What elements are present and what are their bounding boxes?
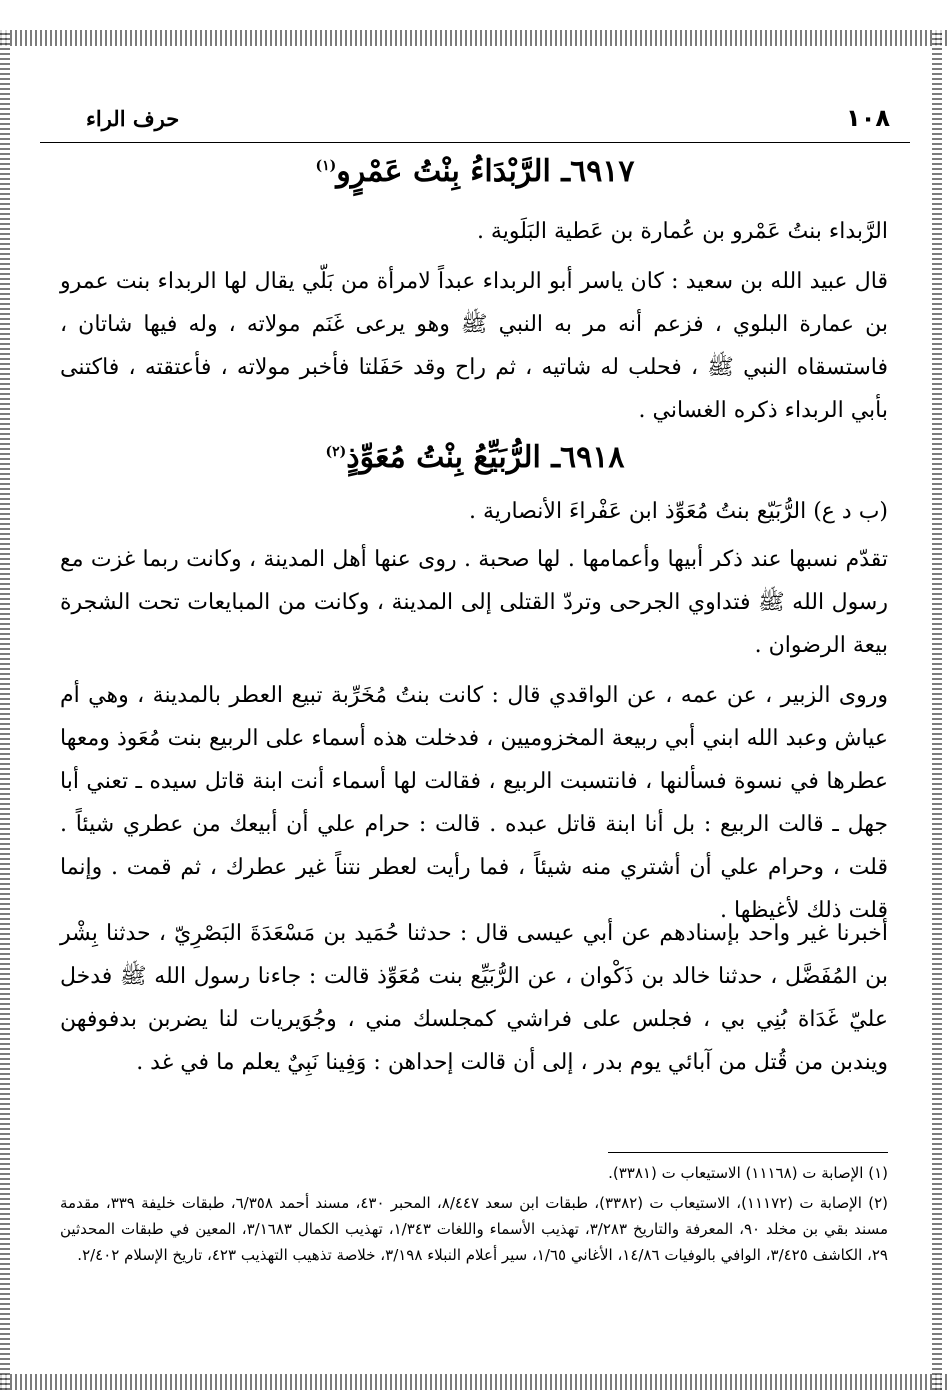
running-head: حرف الراء (86, 106, 180, 131)
paragraph: أخبرنا غير واحد بإسنادهم عن أبي عيسى قال : حدثنا حُمَيد بن مَسْعَدَةَ البَصْرِيّ ، حدثنا بِشْر بن المُفَضَّل ، حدثنا خالد بن ذَكْوان ، عن الرُّبَيِّع بنت مُعَوِّذ قالت : جاءنا رسول الله ﷺ فدخل عليّ غَدَاة بُنِي بي ، فجلس على فراشي كمجلسك مني ، وجُوَيريات لنا يضربن بدفوفهن ويندبن من قُتل من آبائي يوم بدر ، إلى أن قالت إحداهن : وَفِينا نَبِيٌ يعلم ما في غد . (60, 921, 888, 1075)
footnote-ref: (٢) (325, 444, 347, 460)
top-ornament-border (0, 30, 948, 46)
footnote: (٢) الإصابة ت (١١١٧٢)، الاستيعاب ت (٣٣٨٢)، طبقات ابن سعد ٨/٤٤٧، المحبر ٤٣٠، مسند أحمد ٦/٣٥٨، طبقات خليفة ٣٣٩، مقدمة مسند بقي بن مخلد ٩٠، المعرفة والتاريخ ٣/٢٨٣، تهذيب الأسماء واللغات ١/٣٤٣، تهذيب الكمال ٣/١٦٨٣، المعين في طبقات المحدثين ٢٩، الكاشف ٣/٤٢٥، الوافي بالوفيات ١٤/٨٦، الأغاني ١/٦٥، سير أعلام النبلاء ٣/١٩٨، خلاصة تذهيب التهذيب ٤٢٣، تاريخ الإسلام ٢/٤٠٢. (60, 1194, 888, 1264)
paragraph: الرَّبداء بنتُ عَمْرو بن عُمارة بن عَطية البَلَوية . (476, 219, 888, 244)
footnote-ref: (١) (315, 158, 337, 174)
paragraph: قال عبيد الله بن سعيد : كان ياسر أبو الربداء عبداً لامرأة من بَلّي يقال لها الربداء بنت عمرو بن عمارة البلوي ، فزعم أنه مر به النبي ﷺ وهو يرعى غَنَم مولاته ، وله فيها شاتان ، فاستسقاه النبي ﷺ ، فحلب له شاتيه ، ثم راح وقد حَفَلتا فأخبر مولاته ، فأعتقته ، فاكتنى بأبي الربداء ذكره الغساني . (60, 269, 888, 423)
paragraph: وروى الزبير ، عن عمه ، عن الواقدي قال : كانت بنتُ مُخَرِّبة تبيع العطر بالمدينة ، وهي أم عياش وعبد الله ابني أبي ربيعة المخزوميين ، فدخلت هذه أسماء على الربيع بنت مُعَوذ ومعها عطرها في نسوة فسألنها ، فانتسبت الربيع ، فقالت لها أسماء أنت ابنة قاتل سيده ـ تعني أبا جهل ـ قالت الربيع : بل أنا ابنة قاتل عبده . قالت : حرام علي أن أبيعك من عطري شيئاً . قلت ، وحرام علي أن أشتري منه شيئاً ، فما رأيت لعطر نتناً غير عطرك ، ثم قمت . وإنما قلت ذلك لأغيظها . (60, 683, 888, 923)
page-header (40, 102, 910, 143)
paragraph: (ب د ع) الرُّبَيّع بنتُ مُعَوِّذ ابن عَفْراءَ الأنصارية . (468, 499, 888, 524)
right-ornament-border (932, 30, 942, 1390)
bottom-ornament-border (0, 1374, 948, 1390)
footnote-divider (608, 1152, 888, 1153)
page-number: ١٠٨ (846, 104, 890, 132)
entry-title-6918 (40, 440, 910, 475)
left-ornament-border (0, 30, 10, 1390)
paragraph: تقدّم نسبها عند ذكر أبيها وأعمامها . لها صحبة . روى عنها أهل المدينة ، وكانت ربما غزت مع رسول الله ﷺ فتداوي الجرحى وتردّ القتلى إلى المدينة ، وكانت من المبايعات تحت الشجرة بيعة الرضوان . (60, 547, 888, 658)
footnote: (١) الإصابة ت (١١١٦٨) الاستيعاب ت (٣٣٨١). (608, 1164, 888, 1182)
footnotes (60, 1160, 888, 1268)
entry-title-text: ٦٩١٨ـ الرُّبَيِّعُ بِنْتُ مُعَوِّذٍ (346, 440, 625, 475)
entry-title-text: ٦٩١٧ـ الرَّبْدَاءُ بِنْتُ عَمْرٍو (336, 154, 635, 189)
entry-title-6917 (40, 154, 910, 189)
page (40, 48, 910, 1368)
